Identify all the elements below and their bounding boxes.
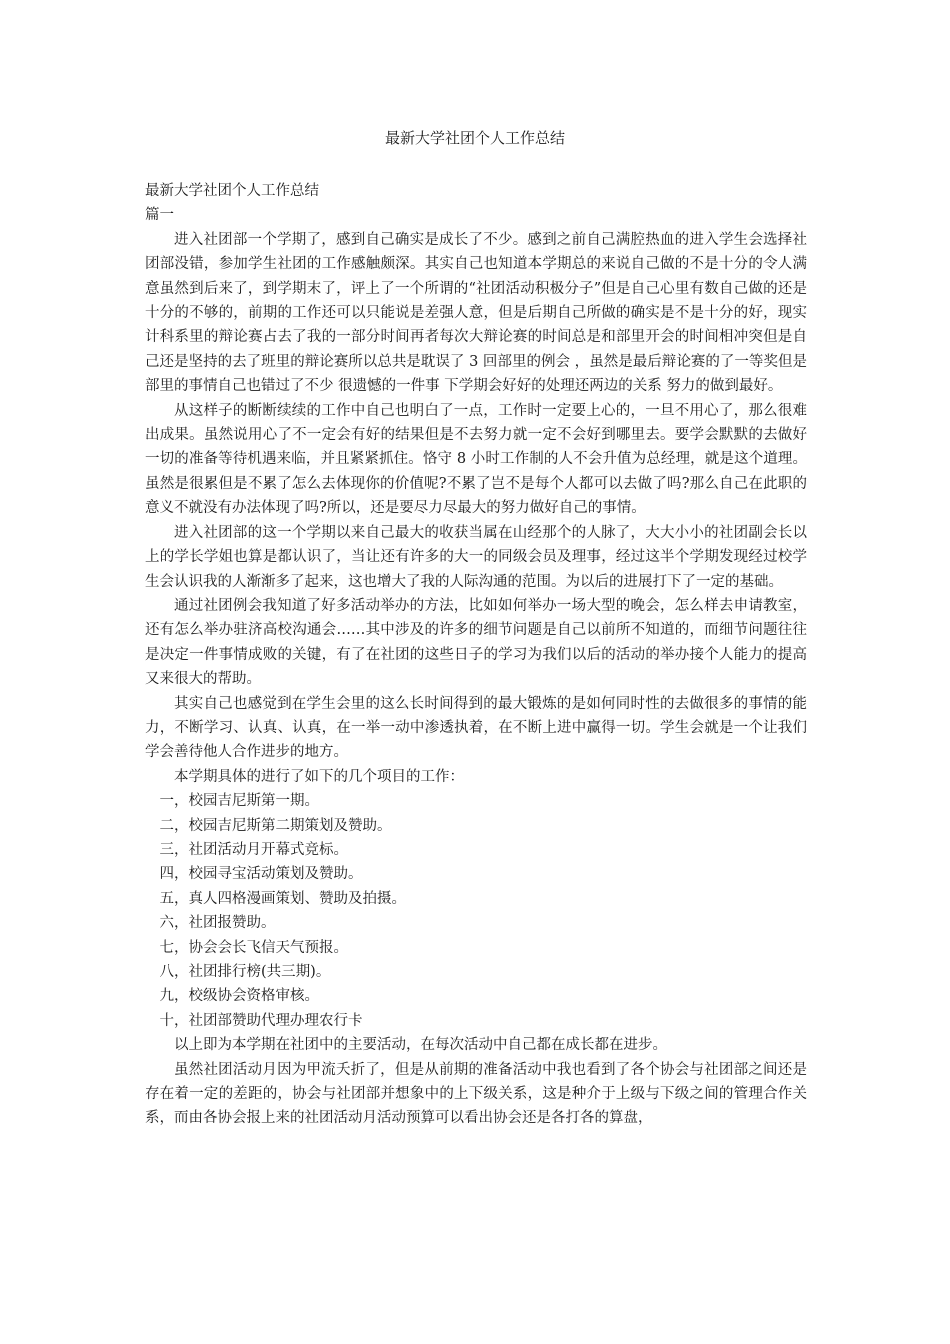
section-heading: 篇一 [145, 207, 174, 224]
paragraph: 进入社团部一个学期了，感到自己确实是成长了不少。感到之前自己满腔热血的进入学生会选择社团部没错，参加学生社团的工作感触颇深。其实自己也知道本学期总的来说自己做的不是十分的令人满意虽然到后来了，到学期末了，评上了一个所谓的“社团活动积极分子”但是自己心里有数自己做的还是十分的不够的，前期的工作还可以只能说是差强人意，但是后期自己所做的确实是不是十分的好，现实计科系里的辩论赛占去了我的一部分时间再者每次大辩论赛的时间总是和部里开会的时间相冲突但是自己还是坚持的去了班里的辩论赛所以总共是耽误了 3 回部里的例会 ，虽然是最后辩论赛的了一等奖但是部里的事情自己也错过了不少 很遗憾的一件事 下学期会好好的处理还两边的关系 努力的做到最好。 [145, 231, 807, 395]
list-item: 一，校园吉尼斯第一期。 [159, 793, 319, 810]
paragraph: 进入社团部的这一个学期以来自己最大的收获当属在山经那个的人脉了，大大小小的社团副会长以上的学长学姐也算是都认识了，当让还有许多的大一的同级会员及理事，经过这半个学期发现经过校学生会认识我的人渐渐多了起来，这也增大了我的人际沟通的范围。为以后的进展打下了一定的基础。 [145, 524, 807, 590]
document-body [145, 179, 807, 1131]
paragraph: 其实自己也感觉到在学生会里的这么长时间得到的最大锻炼的是如何同时性的去做很多的事情的能力，不断学习、认真、认真，在一举一动中渗透执着，在不断上进中赢得一切。学生会就是一个让我们学会善待他人合作进步的地方。 [145, 695, 807, 761]
list-item: 九，校级协会资格审核。 [159, 988, 319, 1005]
paragraph: 从这样子的断断续续的工作中自己也明白了一点，工作时一定要上心的，一旦不用心了，那么很难出成果。虽然说用心了不一定会有好的结果但是不去努力就一定不会好到哪里去。要学会默默的去做好一切的准备等待机遇来临，并且紧紧抓住。恪守 8 小时工作制的人不会升值为总经理，就是这个道理。虽然是很累但是不累了怎么去体现你的价值呢?不累了岂不是每个人都可以去做了吗?那么自己在此职的意义不就没有办法体现了吗?所以，还是要尽力尽最大的努力做好自己的事情。 [145, 402, 807, 517]
list-item: 十，社团部赞助代理办理农行卡 [159, 1012, 363, 1029]
paragraph: 以上即为本学期在社团中的主要活动，在每次活动中自己都在成长都在进步。 [174, 1037, 667, 1054]
paragraph: 通过社团例会我知道了好多活动举办的方法，比如如何举办一场大型的晚会，怎么样去申请教室，还有怎么举办驻济高校沟通会……其中涉及的许多的细节问题是自己以前所不知道的，而细节问题往往是决定一件事情成败的关键，有了在社团的这些日子的学习为我们以后的活动的举办接个人能力的提高又来很大的帮助。 [145, 597, 807, 688]
document-title: 最新大学社团个人工作总结 [384, 129, 565, 147]
paragraph: 虽然社团活动月因为甲流夭折了，但是从前期的准备活动中我也看到了各个协会与社团部之间还是存在着一定的差距的，协会与社团部并想象中的上下级关系，这是种介于上级与下级之间的管理合作关系，而由各协会报上来的社团活动月活动预算可以看出协会还是各打各的算盘， [145, 1061, 807, 1127]
document-subtitle: 最新大学社团个人工作总结 [145, 183, 319, 199]
list-item: 五，真人四格漫画策划、赞助及拍摄。 [159, 890, 406, 907]
paragraph: 本学期具体的进行了如下的几个项目的工作： [174, 768, 464, 785]
list-item: 三，社团活动月开幕式竞标。 [159, 841, 348, 858]
list-item: 七，协会会长飞信天气预报。 [159, 939, 348, 956]
list-item: 八，社团排行榜(共三期)。 [159, 964, 331, 980]
list-item: 二，校园吉尼斯第二期策划及赞助。 [159, 817, 392, 834]
list-item: 六，社团报赞助。 [159, 915, 276, 932]
list-item: 四，校园寻宝活动策划及赞助。 [159, 866, 363, 883]
